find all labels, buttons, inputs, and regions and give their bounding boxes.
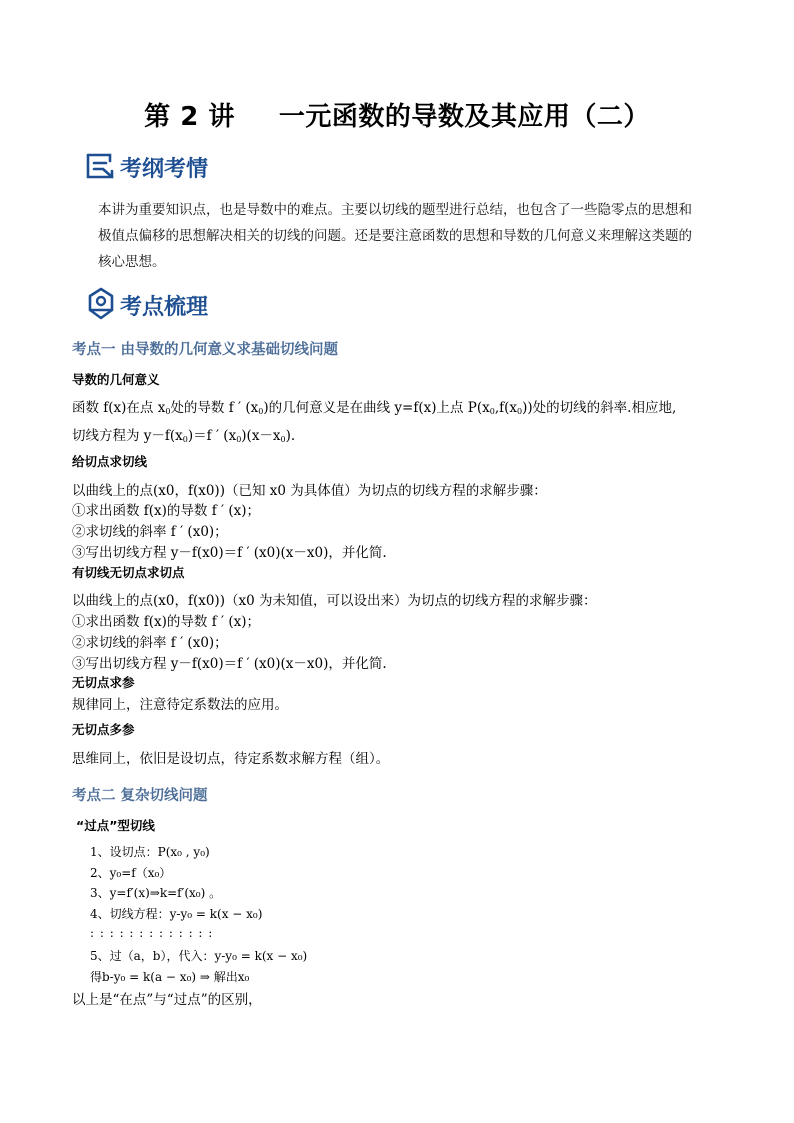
through-point-step: 2、y₀=f（x₀）: [90, 866, 172, 880]
unknown-point-line: ②求切线的斜率 f ′ (x0)；: [72, 635, 228, 651]
lecture-number: 第 2 讲: [144, 102, 235, 132]
geometric-meaning-line-2: 切线方程为 $y-f(x_0)=f$ ′ $(x_0)(x-x_0)$.: [72, 428, 296, 444]
section-heading-points: 考点梳理: [120, 295, 209, 320]
unknown-point-line: ③写出切线方程 y－f(x0)＝f ′ (x0)(x－x0)，并化简.: [72, 656, 387, 672]
intro-paragraph-line: 极值点偏移的思想解决相关的切线的问题。还是要注意函数的思想和导数的几何意义来理解这类题的: [98, 228, 692, 244]
location-pin-icon: [86, 286, 116, 320]
closing-line: 以上是“在点”与“过点”的区别，: [72, 992, 262, 1008]
subheading-unknown-point: 有切线无切点求切点: [72, 565, 185, 580]
subheading-geometric-meaning: 导数的几何意义: [72, 372, 160, 387]
subheading-no-point-multi-param: 无切点多参: [72, 722, 135, 737]
subheading-given-point: 给切点求切线: [72, 454, 148, 469]
through-point-step: 4、切线方程：y-y₀ = k(x − x₀): [90, 907, 263, 921]
through-point-step: 1、设切点：P(x₀ , y₀): [90, 845, 210, 859]
no-point-param-line: 规律同上，注意待定系数法的应用。: [72, 697, 288, 713]
given-point-line: ③写出切线方程 y－f(x0)＝f ′ (x0)(x－x0)，并化简.: [72, 545, 387, 561]
no-point-multi-param-line: 思维同上，依旧是设切点，待定系数求解方程（组）。: [72, 751, 390, 767]
through-point-step: 5、过（a，b），代入：y-y₀ = k(x − x₀): [90, 949, 308, 963]
subheading-no-point-param: 无切点求参: [72, 675, 135, 690]
intro-paragraph-line: 核心思想。: [98, 254, 166, 270]
section-heading-syllabus: 考纲考情: [120, 157, 209, 182]
through-point-step: 3、y=f′(x)⇒k=f′(x₀) 。: [90, 886, 222, 900]
through-point-step: 得b-y₀ = k(a − x₀) ⇒ 解出x₀: [90, 970, 250, 984]
given-point-line: ①求出函数 f(x)的导数 f ′ (x)；: [72, 503, 261, 519]
unknown-point-line: 以曲线上的点(x0，f(x0))（x0 为未知值，可以设出来）为切点的切线方程的求解步骤：: [72, 593, 597, 609]
subheading-through-point: “过点”型切线: [76, 818, 155, 833]
unknown-point-line: ①求出函数 f(x)的导数 f ′ (x)；: [72, 614, 261, 630]
given-point-line: 以曲线上的点(x0，f(x0))（已知 x0 为具体值）为切点的切线方程的求解步骤：: [72, 483, 547, 499]
document-lines-icon: [84, 151, 116, 181]
page-title: [0, 96, 794, 133]
knowledge-point-2-title: 考点二 复杂切线问题: [72, 788, 208, 804]
lecture-topic: 一元函数的导数及其应用（二）: [278, 102, 650, 132]
through-point-ellipsis: : : : : : : : : : : : : :: [90, 926, 214, 940]
knowledge-point-1-title: 考点一 由导数的几何意义求基础切线问题: [72, 342, 339, 358]
intro-paragraph-line: 本讲为重要知识点，也是导数中的难点。主要以切线的题型进行总结，也包含了一些隐零点的思想和: [98, 202, 692, 218]
geometric-meaning-line-1: 函数 f(x)在点 $x_0$处的导数 f ′ $(x_0)$的几何意义是在曲线 y=f(x)上点 $P(x_0,f(x_0))$处的切线的斜率.相应地,: [72, 400, 677, 416]
given-point-line: ②求切线的斜率 f ′ (x0)；: [72, 524, 228, 540]
